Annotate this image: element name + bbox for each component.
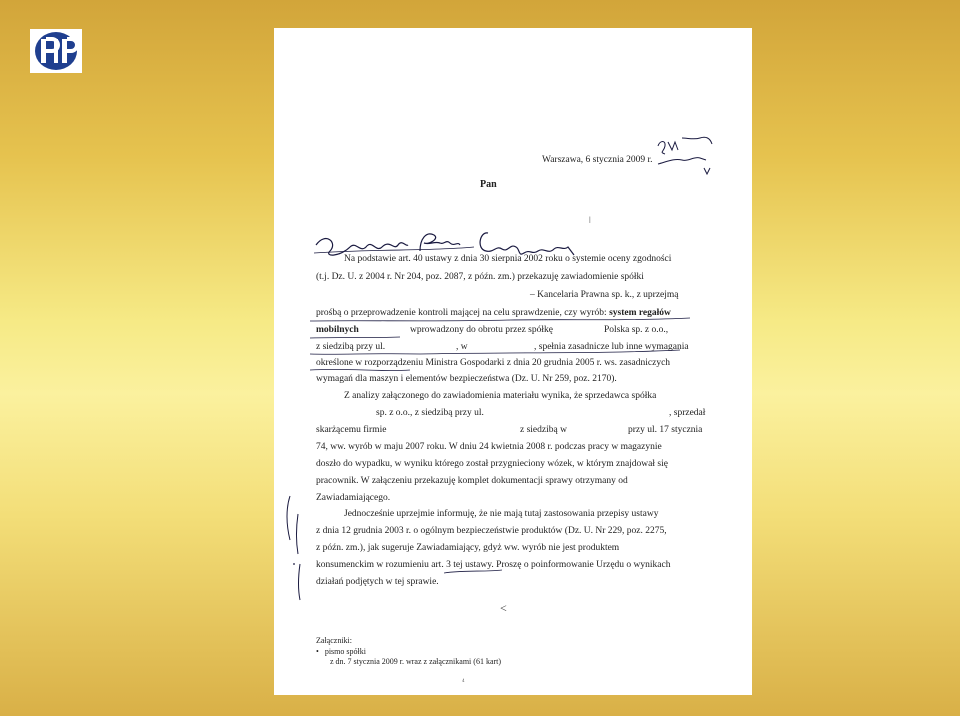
- pen-underlines: [310, 304, 690, 394]
- p2-line3b: z siedzibą w: [520, 425, 567, 435]
- pen-check-mark: <: [500, 601, 507, 615]
- pip-logo: [30, 29, 82, 73]
- p3-line4: konsumenckim w rozumieniu art. 3 tej ustawy. Proszę o poinformowanie Urzędu o wynikach: [316, 560, 671, 570]
- p2-line3c: przy ul. 17 stycznia: [628, 425, 703, 435]
- p2-line3a: skarżącemu firmie: [316, 425, 387, 435]
- footer-mark: 4: [462, 679, 465, 684]
- p1-line7: określone w rozporządzeniu Ministra Gospodarki z dnia 20 grudnia 2005 r. ws. zasadniczych: [316, 358, 671, 368]
- p2-line4: 74, ww. wyrób w maju 2007 roku. W dniu 24 kwietnia 2008 r. podczas pracy w magazynie: [316, 442, 662, 452]
- p2-line2b: , sprzedał: [669, 408, 706, 418]
- p3-line5: działań podjętych w tej sprawie.: [316, 577, 439, 587]
- p3-line1: Jednocześnie uprzejmie informuję, że nie mają tutaj zastosowania przepisy ustawy: [344, 509, 659, 519]
- p1-line2: (t.j. Dz. U. z 2004 r. Nr 204, poz. 2087, z późn. zm.) przekazuję zawiadomienie spółki: [316, 272, 644, 282]
- pen-underline-art3: [444, 568, 504, 576]
- p1-line3: – Kancelaria Prawna sp. k., z uprzejmą: [530, 290, 679, 300]
- product-name-part1: system regałów: [609, 308, 671, 318]
- p2-line1: Z analizy załączonego do zawiadomienia materiału wynika, że sprzedawca spółka: [344, 391, 657, 401]
- attachments-title: Załączniki:: [316, 636, 352, 645]
- p2-line5: doszło do wypadku, w wyniku którego został przygnieciony wózek, w którym znajdował się: [316, 459, 668, 469]
- handwritten-annotation: [654, 132, 718, 176]
- p1-line8: wymagań dla maszyn i elementów bezpieczeństwa (Dz. U. Nr 259, poz. 2170).: [316, 374, 617, 384]
- p2-line6: pracownik. W załączeniu przekazuję komplet dokumentacji sprawy otrzymany od: [316, 476, 628, 486]
- pip-logo-icon: [30, 29, 82, 73]
- p3-line3: z późn. zm.), jak sugeruje Zawiadamiający, gdyż ww. wyrób nie jest produktem: [316, 543, 620, 553]
- p1-line6c: , spełnia zasadnicze lub inne wymagania: [534, 342, 689, 352]
- margin-bracket-marks: [282, 494, 304, 604]
- p3-line2: z dnia 12 grudnia 2003 r. o ogólnym bezpieczeństwie produktów (Dz. U. Nr 229, poz. 2275,: [316, 526, 667, 536]
- p2-line7: Zawiadamiającego.: [316, 493, 391, 503]
- attachment-item-2: z dn. 7 stycznia 2009 r. wraz z załącznikami (61 kart): [330, 657, 502, 666]
- handwritten-greeting: [312, 223, 602, 257]
- p2-line2a: sp. z o.o., z siedzibą przy ul.: [376, 408, 484, 418]
- attachment-item-1-text: pismo spółki: [324, 647, 366, 656]
- p1-line5b: Polska sp. z o.o.,: [604, 325, 669, 335]
- pen-mark: ǀ: [589, 215, 591, 225]
- addressee: Pan: [480, 179, 497, 190]
- p1-line5a: wprowadzony do obrotu przez spółkę: [410, 325, 553, 335]
- scanned-letter: [274, 28, 752, 695]
- p1-line1: Na podstawie art. 40 ustawy z dnia 30 sierpnia 2002 roku o systemie oceny zgodności: [344, 254, 672, 264]
- p1-line6b: , w: [456, 342, 468, 352]
- letter-date: Warszawa, 6 stycznia 2009 r.: [542, 155, 653, 165]
- p1-line4: prośbą o przeprowadzenie kontroli mającej na celu sprawdzenie, czy wyrób:: [316, 308, 607, 318]
- product-name-part2: mobilnych: [316, 325, 359, 335]
- attachment-item-1: • pismo spółki: [316, 647, 366, 656]
- p1-line6a: z siedzibą przy ul.: [316, 342, 386, 352]
